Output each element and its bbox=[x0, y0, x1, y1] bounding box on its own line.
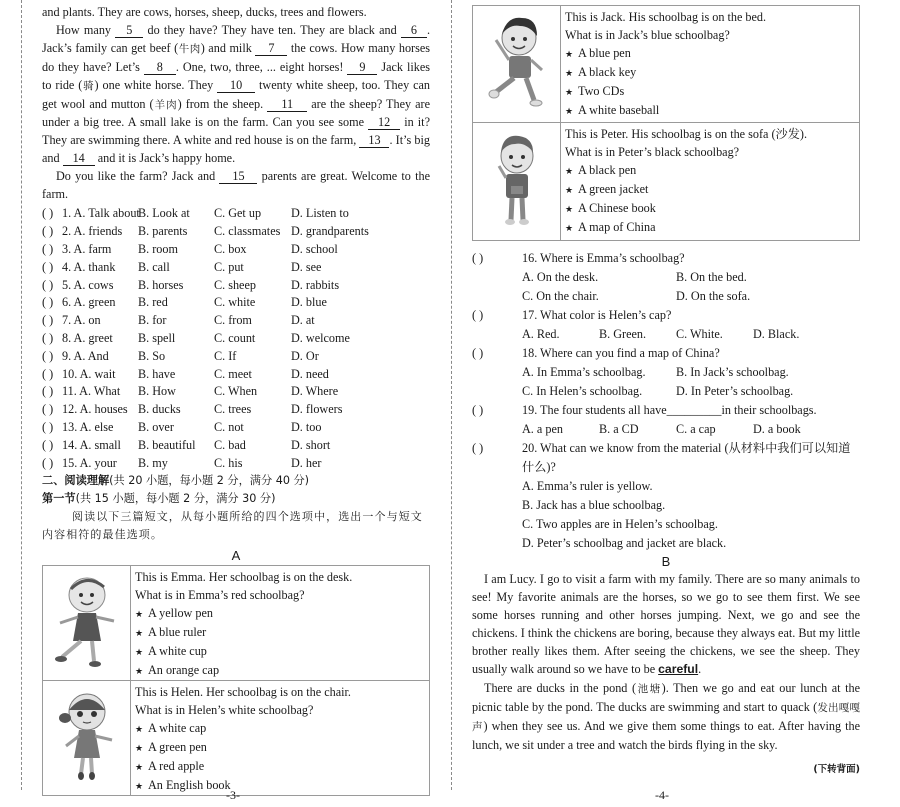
question-18 bbox=[472, 344, 860, 401]
blank-6: 6 bbox=[401, 24, 427, 38]
answer-paren[interactable]: ( ) bbox=[42, 366, 54, 381]
section-2-title bbox=[42, 472, 430, 490]
answer-blank: _________ bbox=[666, 403, 722, 417]
cloze-question-row bbox=[42, 205, 430, 223]
option-d: D. Black. bbox=[753, 327, 800, 341]
option-d: D. flowers bbox=[291, 402, 343, 417]
bag-item-label: A red apple bbox=[148, 758, 205, 773]
option-a: 3. A. farm bbox=[62, 241, 112, 256]
option-a: 6. A. green bbox=[62, 295, 116, 310]
option-c: C. his bbox=[214, 455, 243, 470]
option-b: B. horses bbox=[138, 277, 184, 292]
option-b: B. So bbox=[138, 348, 166, 363]
option-b: B. On the bed. bbox=[676, 270, 747, 284]
chinese-gloss-pond: 池塘 bbox=[636, 683, 662, 696]
character-row-helen bbox=[43, 680, 430, 795]
cloze-question-row bbox=[42, 223, 430, 241]
cloze-paragraph-2 bbox=[42, 22, 430, 168]
option-c: C. count bbox=[214, 330, 256, 345]
character-table-b bbox=[472, 5, 860, 241]
option-a: 13. A. else bbox=[62, 419, 114, 434]
option-c: C. trees bbox=[214, 402, 252, 417]
character-question: What is in Emma’s red schoolbag? bbox=[135, 587, 305, 602]
option-c: C. classmates bbox=[214, 224, 281, 239]
character-row-peter bbox=[473, 123, 860, 241]
text: . One, two, three, ... eight horses! bbox=[175, 59, 348, 74]
option-a: 2. A. friends bbox=[62, 224, 123, 239]
chinese-gloss-mutton: 羊肉 bbox=[153, 98, 178, 111]
bag-item-label: A green pen bbox=[148, 739, 207, 754]
option-b: B. Look at bbox=[138, 206, 190, 221]
middle-cut-line bbox=[451, 0, 452, 790]
star-bullet-icon: ★ bbox=[135, 780, 144, 791]
option-b: B. How bbox=[138, 384, 176, 399]
reading-questions bbox=[472, 249, 860, 553]
option-b: B. red bbox=[138, 295, 168, 310]
girl-illustration-icon bbox=[52, 688, 122, 783]
option-a: 8. A. greet bbox=[62, 330, 113, 345]
option-d: D. school bbox=[291, 241, 338, 256]
question-20 bbox=[472, 439, 860, 553]
option-c: C. In Helen’s schoolbag. bbox=[522, 384, 643, 398]
helen-text-cell bbox=[131, 680, 430, 795]
option-c: C. box bbox=[214, 241, 247, 256]
boy-illustration-icon bbox=[482, 12, 552, 112]
option-d: D. Listen to bbox=[291, 206, 349, 221]
blank-10: 10 bbox=[217, 79, 255, 93]
option-c: C. Two apples are in Helen’s schoolbag. bbox=[522, 517, 718, 531]
text: . Jack’s family can get beef ( bbox=[42, 22, 430, 55]
blank-14: 14 bbox=[63, 152, 95, 166]
bag-item-label: A black key bbox=[578, 65, 637, 79]
option-c: C. a cap bbox=[676, 422, 716, 436]
bag-item bbox=[565, 82, 855, 101]
passage-b-label: B bbox=[661, 554, 671, 569]
bag-item bbox=[565, 180, 855, 199]
star-bullet-icon: ★ bbox=[565, 185, 574, 195]
option-a: 7. A. on bbox=[62, 313, 101, 328]
question-stem: 17. What color is Helen’s cap? bbox=[522, 308, 672, 322]
peter-text-cell bbox=[561, 123, 860, 241]
bag-item-label: A white baseball bbox=[578, 103, 660, 117]
text: ). Then we go and eat our lunch at the picnic table by the pond. The ducks are swimming and start to quack ( bbox=[472, 681, 861, 715]
text: parents are great. Welcome to the farm. bbox=[42, 169, 430, 202]
star-bullet-icon: ★ bbox=[135, 646, 144, 657]
answer-paren[interactable]: ( ) bbox=[42, 455, 54, 470]
option-a: 12. A. houses bbox=[62, 402, 128, 417]
cloze-question-row bbox=[42, 436, 430, 454]
option-d: D. grandparents bbox=[291, 224, 369, 239]
option-d: D. at bbox=[291, 313, 315, 328]
option-a: A. On the desk. bbox=[522, 270, 599, 284]
cloze-question-list bbox=[42, 205, 430, 472]
text: ) one white horse. They bbox=[94, 77, 218, 92]
section-heading: 二、阅读理解 bbox=[42, 473, 110, 487]
cloze-paragraph-3 bbox=[42, 168, 430, 204]
section-2-part-1-title bbox=[42, 490, 430, 508]
star-bullet-icon: ★ bbox=[135, 627, 144, 638]
bag-item-label: A map of China bbox=[578, 220, 656, 234]
option-d: D. a book bbox=[753, 422, 801, 436]
page-number-3: -3- bbox=[226, 788, 240, 802]
option-c: C. If bbox=[214, 348, 237, 363]
bag-item bbox=[135, 642, 425, 661]
text: are the sheep? They are under a big tree. A small lake is on the farm. Can you see some bbox=[42, 96, 431, 130]
cloze-line-0: and plants. They are cows, horses, sheep, ducks, trees and flowers. bbox=[42, 5, 367, 19]
answer-paren[interactable]: ( ) bbox=[42, 437, 54, 452]
blank-11: 11 bbox=[267, 98, 307, 112]
option-a: A. Emma’s ruler is yellow. bbox=[522, 479, 653, 493]
text: ) from the sheep. bbox=[177, 96, 268, 111]
bag-item-label: A blue pen bbox=[578, 46, 631, 60]
chinese-gloss-quack: 发出嘎嘎声 bbox=[472, 702, 860, 734]
character-intro: This is Helen. Her schoolbag is on the chair. bbox=[135, 684, 351, 699]
text: ) when they see us. And we give them some things to eat. After having the lunch, we sit under a tree and watch the birds flying in the sky. bbox=[472, 719, 860, 753]
answer-paren[interactable]: ( ) bbox=[472, 441, 484, 455]
star-bullet-icon: ★ bbox=[135, 761, 144, 772]
star-bullet-icon: ★ bbox=[565, 87, 574, 97]
option-b: B. my bbox=[138, 455, 168, 470]
text: . It’s big and bbox=[42, 133, 430, 166]
character-table-a bbox=[42, 565, 430, 796]
bag-item-label: Two CDs bbox=[578, 84, 625, 98]
text: . bbox=[698, 661, 702, 676]
blank-13: 13 bbox=[359, 134, 389, 148]
bag-item bbox=[135, 623, 425, 642]
star-bullet-icon: ★ bbox=[135, 665, 144, 676]
option-a: 5. A. cows bbox=[62, 277, 114, 292]
emma-text-cell bbox=[131, 565, 430, 680]
bag-item-label: A black pen bbox=[578, 163, 637, 177]
text: I am Lucy. I go to visit a farm with my family. There are so many animals to see! My favorite animals are the horses, so we go to see them first. We see some horses running and other horses jumping. Next, we go and see the chickens. I think the chickens are boring, because they always eat. But my little brother really likes them. After seeing the chickens, we see the sheep. They usually walk around so we have to be bbox=[472, 572, 860, 676]
star-bullet-icon: ★ bbox=[565, 204, 574, 214]
option-d: D. Where bbox=[291, 384, 339, 399]
instructions: 阅读以下三篇短文，从每小题所给的四个选项中，选出一个与短文内容相符的最佳选项。 bbox=[42, 509, 423, 541]
character-row-jack bbox=[473, 6, 860, 123]
bag-item-label: A blue ruler bbox=[148, 624, 207, 639]
text: Jack likes to ride ( bbox=[42, 59, 430, 92]
option-c: C. When bbox=[214, 384, 258, 399]
text: twenty white sheep, too. They can get wool and mutton ( bbox=[42, 77, 430, 111]
passage-b-paragraph-1 bbox=[472, 571, 860, 678]
cloze-question-row bbox=[42, 312, 430, 330]
character-intro: This is Peter. His schoolbag is on the sofa (沙发). bbox=[565, 127, 808, 141]
bag-item bbox=[135, 776, 425, 795]
blank-12: 12 bbox=[368, 116, 400, 130]
option-c: C. meet bbox=[214, 366, 252, 381]
cloze-question-row bbox=[42, 276, 430, 294]
blank-5: 5 bbox=[115, 24, 143, 38]
bag-item bbox=[135, 604, 425, 623]
text: in it? They are swimming there. A white and red house is on the farm, bbox=[42, 115, 430, 148]
bag-item bbox=[565, 63, 855, 82]
character-intro: This is Emma. Her schoolbag is on the desk. bbox=[135, 569, 353, 584]
answer-paren[interactable]: ( ) bbox=[42, 224, 54, 239]
cloze-passage bbox=[42, 4, 430, 204]
text: There are ducks in the pond ( bbox=[484, 681, 637, 696]
option-b: B. call bbox=[138, 259, 170, 274]
option-a: 4. A. thank bbox=[62, 259, 116, 274]
passage-a-label: A bbox=[231, 547, 241, 563]
answer-paren[interactable]: ( ) bbox=[42, 313, 54, 328]
option-b: B. room bbox=[138, 241, 178, 256]
chinese-gloss-beef: 牛肉 bbox=[178, 42, 201, 55]
bag-item-label: An orange cap bbox=[148, 662, 220, 677]
bag-item bbox=[135, 738, 425, 757]
option-d: D. welcome bbox=[291, 330, 350, 345]
option-a: 11. A. What bbox=[62, 384, 121, 399]
star-bullet-icon: ★ bbox=[565, 223, 574, 233]
option-c: C. White. bbox=[676, 327, 723, 341]
bag-item-label: A green jacket bbox=[578, 182, 649, 196]
option-a: A. In Emma’s schoolbag. bbox=[522, 365, 646, 379]
option-c: C. On the chair. bbox=[522, 289, 599, 303]
option-d: D. her bbox=[291, 455, 322, 470]
boy-illustration-icon bbox=[487, 130, 547, 230]
bag-item bbox=[565, 101, 855, 120]
section-points: (共 20 小题，每小题 2 分，满分 40 分) bbox=[109, 473, 310, 487]
star-bullet-icon: ★ bbox=[565, 49, 574, 59]
star-bullet-icon: ★ bbox=[135, 608, 144, 619]
answer-paren[interactable]: ( ) bbox=[42, 241, 54, 256]
jack-picture-cell bbox=[473, 6, 561, 123]
character-intro: This is Jack. His schoolbag is on the bed. bbox=[565, 10, 767, 24]
option-b: B. Green. bbox=[599, 327, 647, 341]
option-a: 10. A. wait bbox=[62, 366, 116, 381]
option-d: D. Or bbox=[291, 348, 319, 363]
underlined-word: careful bbox=[658, 661, 699, 676]
character-question: What is in Jack’s blue schoolbag? bbox=[565, 28, 730, 42]
option-a: 14. A. small bbox=[62, 437, 121, 452]
question-stem: 18. Where can you find a map of China? bbox=[522, 346, 720, 360]
page-4 bbox=[472, 5, 860, 775]
cloze-question-row bbox=[42, 330, 430, 348]
option-b: B. over bbox=[138, 419, 174, 434]
option-a: A. a pen bbox=[522, 422, 563, 436]
option-a: 15. A. your bbox=[62, 455, 117, 470]
emma-picture-cell bbox=[43, 565, 131, 680]
cloze-question-row bbox=[42, 401, 430, 419]
peter-picture-cell bbox=[473, 123, 561, 241]
jack-text-cell bbox=[561, 6, 860, 123]
option-a: A. Red. bbox=[522, 327, 560, 341]
bag-item-label: A white cap bbox=[148, 720, 207, 735]
text: and it is Jack’s happy home. bbox=[94, 151, 236, 166]
option-b: B. In Jack’s schoolbag. bbox=[676, 365, 789, 379]
question-16 bbox=[472, 249, 860, 306]
option-a: 9. A. And bbox=[62, 348, 109, 363]
option-b: B. Jack has a blue schoolbag. bbox=[522, 498, 666, 512]
question-stem: 16. Where is Emma’s schoolbag? bbox=[522, 251, 685, 265]
question-stem: 19. The four students all have bbox=[522, 403, 667, 417]
cloze-question-row bbox=[42, 454, 430, 472]
answer-paren[interactable]: ( ) bbox=[42, 402, 54, 417]
option-b: B. for bbox=[138, 313, 167, 328]
star-bullet-icon: ★ bbox=[565, 166, 574, 176]
option-d: D. On the sofa. bbox=[676, 289, 751, 303]
question-stem: in their schoolbags. bbox=[721, 403, 817, 417]
answer-paren[interactable]: ( ) bbox=[42, 330, 54, 345]
option-d: D. need bbox=[291, 366, 329, 381]
bag-item bbox=[565, 199, 855, 218]
text: Do you like the farm? Jack and bbox=[56, 169, 220, 184]
answer-paren[interactable]: ( ) bbox=[42, 295, 54, 310]
option-d: D. Peter’s schoolbag and jacket are black. bbox=[522, 536, 727, 550]
character-row-emma bbox=[43, 565, 430, 680]
option-c: C. from bbox=[214, 313, 252, 328]
cloze-question-row bbox=[42, 383, 430, 401]
bag-item-label: A Chinese book bbox=[578, 201, 656, 215]
cloze-question-row bbox=[42, 294, 430, 312]
star-bullet-icon: ★ bbox=[565, 68, 574, 78]
option-c: C. put bbox=[214, 259, 244, 274]
text: How many bbox=[56, 22, 116, 37]
left-cut-line bbox=[21, 0, 22, 790]
question-stem: 20. What can we know from the material (从材料中我们可以知道什么)? bbox=[522, 441, 851, 474]
option-d: D. rabbits bbox=[291, 277, 340, 292]
question-19 bbox=[472, 401, 860, 439]
option-c: C. sheep bbox=[214, 277, 256, 292]
star-bullet-icon: ★ bbox=[565, 106, 574, 116]
answer-paren[interactable]: ( ) bbox=[472, 308, 484, 322]
option-d: D. short bbox=[291, 437, 331, 452]
option-b: B. ducks bbox=[138, 402, 181, 417]
option-b: B. spell bbox=[138, 330, 176, 345]
option-a: 1. A. Talk about bbox=[62, 206, 140, 221]
continue-on-back-note: (下转背面) bbox=[813, 764, 860, 776]
question-17 bbox=[472, 306, 860, 344]
bag-item bbox=[135, 757, 425, 776]
bag-item bbox=[565, 44, 855, 63]
page-3 bbox=[42, 0, 430, 796]
character-question: What is in Helen’s white schoolbag? bbox=[135, 702, 314, 717]
helen-picture-cell bbox=[43, 680, 131, 795]
text: do they have? They have ten. They are black and bbox=[143, 22, 401, 37]
bag-item bbox=[565, 161, 855, 180]
cloze-question-row bbox=[42, 419, 430, 437]
part-heading: 第一节 bbox=[42, 491, 76, 505]
cloze-question-row bbox=[42, 258, 430, 276]
cloze-question-row bbox=[42, 365, 430, 383]
blank-8: 8 bbox=[144, 61, 176, 75]
girl-illustration-icon bbox=[52, 571, 122, 671]
answer-paren[interactable]: ( ) bbox=[472, 251, 484, 265]
option-c: C. bad bbox=[214, 437, 246, 452]
bag-item bbox=[565, 218, 855, 237]
answer-paren[interactable]: ( ) bbox=[42, 259, 54, 274]
answer-paren[interactable]: ( ) bbox=[42, 384, 54, 399]
option-c: C. not bbox=[214, 419, 244, 434]
answer-paren[interactable]: ( ) bbox=[472, 346, 484, 360]
blank-15: 15 bbox=[219, 170, 257, 184]
page-number-4: -4- bbox=[655, 788, 669, 802]
bag-item-label: An English book bbox=[148, 777, 231, 792]
option-c: C. white bbox=[214, 295, 256, 310]
bag-item bbox=[135, 661, 425, 680]
blank-9: 9 bbox=[347, 61, 377, 75]
bag-item bbox=[135, 719, 425, 738]
text: the cows. How many horses do they have? Let’s bbox=[42, 40, 431, 74]
cloze-question-row bbox=[42, 347, 430, 365]
option-b: B. parents bbox=[138, 224, 188, 239]
cloze-question-row bbox=[42, 241, 430, 259]
passage-b-paragraph-2 bbox=[472, 680, 860, 755]
option-b: B. a CD bbox=[599, 422, 639, 436]
part-points: (共 15 小题，每小题 2 分，满分 30 分) bbox=[75, 491, 276, 505]
answer-paren[interactable]: ( ) bbox=[42, 206, 54, 221]
option-d: D. too bbox=[291, 419, 322, 434]
bag-item-label: A white cup bbox=[148, 643, 207, 658]
answer-paren[interactable]: ( ) bbox=[42, 348, 54, 363]
option-d: D. see bbox=[291, 259, 322, 274]
blank-7: 7 bbox=[255, 42, 287, 56]
text: ) and milk bbox=[200, 40, 256, 55]
star-bullet-icon: ★ bbox=[135, 742, 144, 753]
option-b: B. beautiful bbox=[138, 437, 196, 452]
option-d: D. In Peter’s schoolbag. bbox=[676, 384, 794, 398]
answer-paren[interactable]: ( ) bbox=[42, 419, 54, 434]
character-question: What is in Peter’s black schoolbag? bbox=[565, 145, 740, 159]
answer-paren[interactable]: ( ) bbox=[42, 277, 54, 292]
option-c: C. Get up bbox=[214, 206, 262, 221]
bag-item-label: A yellow pen bbox=[148, 605, 213, 620]
option-d: D. blue bbox=[291, 295, 327, 310]
star-bullet-icon: ★ bbox=[135, 723, 144, 734]
option-b: B. have bbox=[138, 366, 176, 381]
answer-paren[interactable]: ( ) bbox=[472, 403, 484, 417]
chinese-gloss-ride: 骑 bbox=[82, 79, 95, 92]
